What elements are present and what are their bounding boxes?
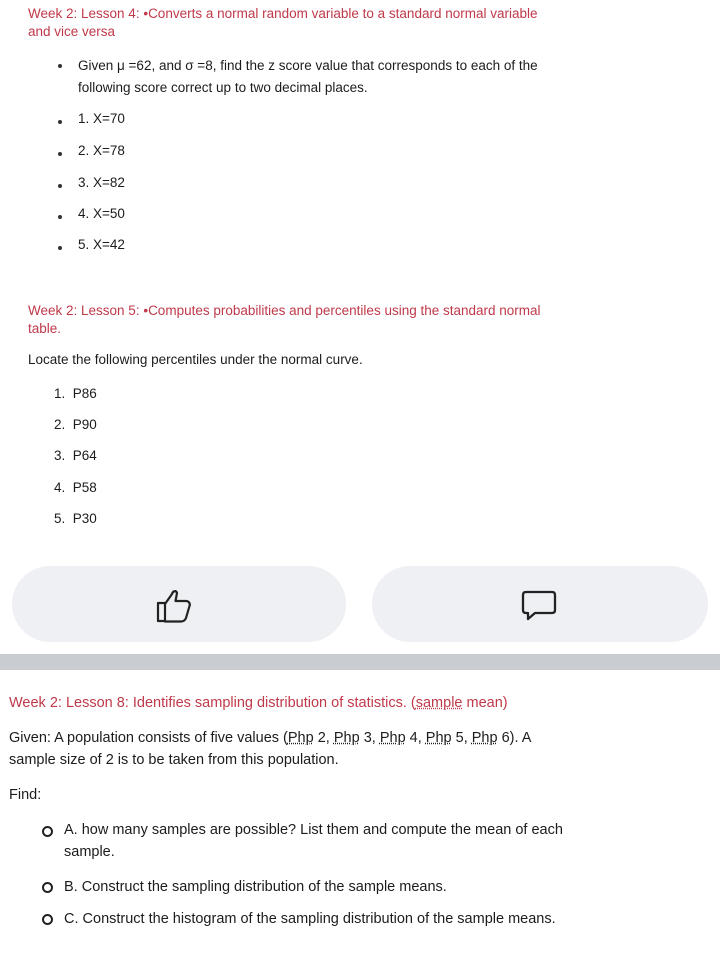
lesson5-title-line2: table. [28,321,62,336]
bullet-marker [58,64,62,68]
bullet-marker [58,120,62,124]
php-term: Php [287,730,314,746]
circle-bullet [42,914,53,925]
item-a-line1: A. how many samples are possible? List them and compute the mean of each [64,822,563,838]
lesson8-header-text: Week 2: Lesson 8: Identifies sampling distribution of statistics. ( [9,695,416,711]
item-b: B. Construct the sampling distribution of the sample means. [64,879,447,895]
given-text: 3, [359,730,380,746]
bullet-marker [58,246,62,250]
lesson8-header-end: mean) [462,695,508,711]
list-item: 5. P30 [54,511,97,526]
item-a-line2: sample. [64,844,115,860]
circle-bullet [42,826,53,837]
list-item: 2. X=78 [78,143,125,158]
php-term: Php [471,730,498,746]
given-text: 4, [405,730,426,746]
lesson5-prefix: Week 2: Lesson 5: [28,303,144,318]
post-divider [0,654,720,670]
find-label: Find: [9,787,42,803]
list-item: 3. X=82 [78,175,125,190]
lesson4-header [28,5,538,23]
percentile-instruction: Locate the following percentiles under the normal curve. [28,352,363,367]
given-text: 6). A [497,730,532,746]
given-text: Given: A population consists of five values ( [9,730,288,746]
thumbs-up-icon [153,586,199,626]
list-item: 4. P58 [54,480,97,495]
lesson4-bullet: • [143,6,149,21]
list-item: 1. X=70 [78,111,125,126]
comment-button[interactable] [372,566,708,642]
lesson5-title-line1: Computes probabilities and percentiles using the standard normal [148,303,541,318]
given-line1: Given μ =62, and σ =8, find the z score value that corresponds to each of the [78,58,538,73]
given-text: 5, [451,730,472,746]
population-given-line1 [9,728,531,748]
php-term: Php [333,730,360,746]
lesson8-header [9,693,508,713]
lesson8-header-link: sample [415,695,463,711]
lesson4-title-line1: Converts a normal random variable to a standard normal variable [148,6,538,21]
given-text: 2, [313,730,334,746]
lesson5-header [28,302,541,320]
lesson5-bullet: • [143,303,149,318]
like-button[interactable] [12,566,346,642]
php-term: Php [379,730,406,746]
list-item: 3. P64 [54,448,97,463]
bullet-marker [58,184,62,188]
list-item: 5. X=42 [78,237,125,252]
list-item: 1. P86 [54,386,97,401]
php-term: Php [425,730,452,746]
list-item: 2. P90 [54,417,97,432]
comment-icon [520,587,560,623]
bullet-marker [58,215,62,219]
list-item: 4. X=50 [78,206,125,221]
bullet-marker [58,152,62,156]
lesson4-prefix: Week 2: Lesson 4: [28,6,144,21]
population-given-line2: sample size of 2 is to be taken from this population. [9,752,339,768]
given-line2: following score correct up to two decimal places. [78,80,368,95]
circle-bullet [42,882,53,893]
lesson4-title-line2: and vice versa [28,24,116,39]
item-c: C. Construct the histogram of the sampling distribution of the sample means. [64,911,556,927]
